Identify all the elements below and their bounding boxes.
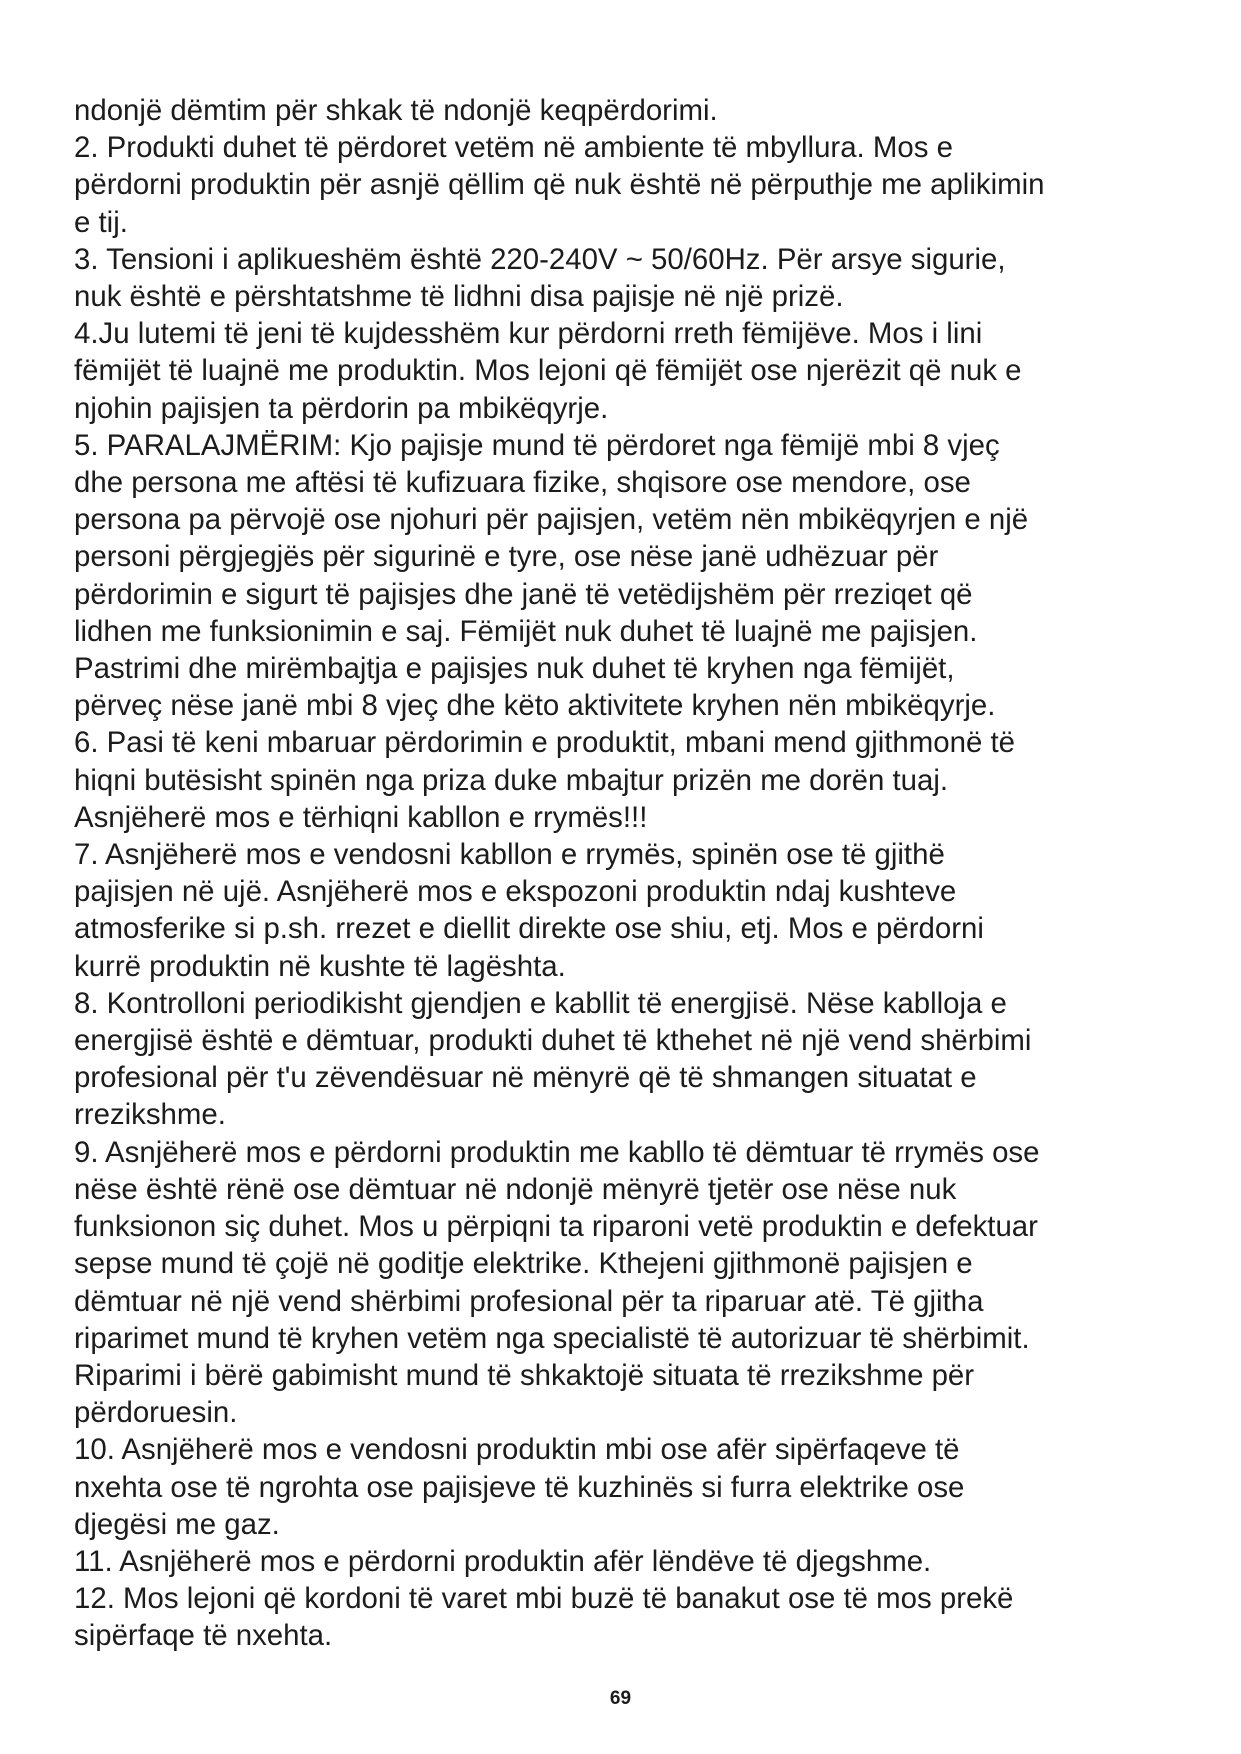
text-line: riparimet mund të kryhen vetëm nga specialistë të autorizuar të shërbimit. bbox=[74, 1321, 1030, 1355]
text-line: ndonjë dëmtim për shkak të ndonjë keqpërdorimi. bbox=[74, 94, 718, 127]
text-line: 8. Kontrolloni periodikisht gjendjen e kabllit të energjisë. Nëse kablloja e bbox=[74, 986, 1007, 1020]
text-line: 2. Produkti duhet të përdoret vetëm në ambiente të mbyllura. Mos e bbox=[74, 131, 953, 165]
text-line: përveç nëse janë mbi 8 vjeç dhe këto aktivitete kryhen nën mbikëqyrje. bbox=[74, 689, 996, 723]
text-line: rrezikshme. bbox=[74, 1098, 226, 1132]
text-line: 5. PARALAJMËRIM: Kjo pajisje mund të përdoret nga fëmijë mbi 8 vjeç bbox=[74, 428, 1000, 462]
text-line: djegësi me gaz. bbox=[74, 1507, 280, 1541]
text-line: 11. Asnjëherë mos e përdorni produktin afër lëndëve të djegshme. bbox=[74, 1544, 932, 1578]
text-line: dëmtuar në një vend shërbimi profesional për ta riparuar atë. Të gjitha bbox=[74, 1284, 984, 1318]
text-line: pajisjen në ujë. Asnjëherë mos e ekspozoni produktin ndaj kushteve bbox=[74, 875, 957, 909]
text-line: nxehta ose të ngrohta ose pajisjeve të kuzhinës si furra elektrike ose bbox=[74, 1470, 965, 1504]
text-line: Asnjëherë mos e tërhiqni kabllon e rrymës!!! bbox=[74, 800, 648, 834]
text-line: atmosferike si p.sh. rrezet e diellit direkte ose shiu, etj. Mos e përdorni bbox=[74, 912, 984, 946]
text-line: lidhen me funksionimin e saj. Fëmijët nuk duhet të luajnë me pajisjen. bbox=[74, 614, 978, 648]
text-line: 3. Tensioni i aplikueshëm është 220-240V ~ 50/60Hz. Për arsye sigurie, bbox=[74, 242, 1006, 276]
text-line: 10. Asnjëherë mos e vendosni produktin mbi ose afër sipërfaqeve të bbox=[74, 1433, 960, 1467]
text-line: nëse është rënë ose dëmtuar në ndonjë mënyrë tjetër ose nëse nuk bbox=[74, 1172, 957, 1206]
text-line: përdorni produktin për asnjë qëllim që nuk është në përputhje me aplikimin bbox=[74, 168, 1045, 202]
text-line: hiqni butësisht spinën nga priza duke mbajtur prizën me dorën tuaj. bbox=[74, 763, 949, 797]
text-line: persona pa përvojë ose njohuri për pajisjen, vetëm nën mbikëqyrjen e një bbox=[74, 503, 1029, 537]
page-number: 69 bbox=[609, 1688, 632, 1709]
text-line: Pastrimi dhe mirëmbajtja e pajisjes nuk duhet të kryhen nga fëmijët, bbox=[74, 652, 955, 686]
text-line: Riparimi i bërë gabimisht mund të shkaktojë situata të rrezikshme për bbox=[74, 1358, 975, 1392]
text-line: profesional për t'u zëvendësuar në mënyrë që të shmangen situatat e bbox=[74, 1061, 977, 1095]
text-line: 6. Pasi të keni mbaruar përdorimin e produktit, mbani mend gjithmonë të bbox=[74, 726, 1015, 760]
text-line: përdoruesin. bbox=[74, 1396, 238, 1430]
text-line: 12. Mos lejoni që kordoni të varet mbi buzë të banakut ose të mos prekë bbox=[74, 1582, 1014, 1616]
text-line: fëmijët të luajnë me produktin. Mos lejoni që fëmijët ose njerëzit që nuk e bbox=[74, 354, 1022, 388]
text-line: funksionon siç duhet. Mos u përpiqni ta riparoni vetë produktin e defektuar bbox=[74, 1210, 1038, 1244]
text-line: sepse mund të çojë në goditje elektrike. Kthejeni gjithmonë pajisjen e bbox=[74, 1247, 973, 1281]
text-line: dhe persona me aftësi të kufizuara fizike, shqisore ose mendore, ose bbox=[74, 466, 971, 500]
text-line: e tij. bbox=[74, 205, 128, 239]
text-line: 7. Asnjëherë mos e vendosni kabllon e rrymës, spinën ose të gjithë bbox=[74, 838, 945, 872]
text-line: energjisë është e dëmtuar, produkti duhet të kthehet në një vend shërbimi bbox=[74, 1024, 1032, 1058]
text-line: 4.Ju lutemi të jeni të kujdesshëm kur përdorni rreth fëmijëve. Mos i lini bbox=[74, 317, 983, 351]
text-line: personi përgjegjës për sigurinë e tyre, ose nëse janë udhëzuar për bbox=[74, 540, 939, 574]
text-line: 9. Asnjëherë mos e përdorni produktin me kabllo të dëmtuar të rrymës ose bbox=[74, 1135, 1040, 1169]
text-line: përdorimin e sigurt të pajisjes dhe janë të vetëdijshëm për rreziqet që bbox=[74, 577, 973, 611]
page-body-text bbox=[74, 92, 1184, 1655]
text-line: sipërfaqe të nxehta. bbox=[74, 1619, 333, 1653]
text-line: kurrë produktin në kushte të lagështa. bbox=[74, 949, 566, 983]
text-line: nuk është e përshtatshme të lidhni disa pajisje në një prizë. bbox=[74, 280, 844, 314]
text-line: njohin pajisjen ta përdorin pa mbikëqyrje. bbox=[74, 391, 609, 425]
